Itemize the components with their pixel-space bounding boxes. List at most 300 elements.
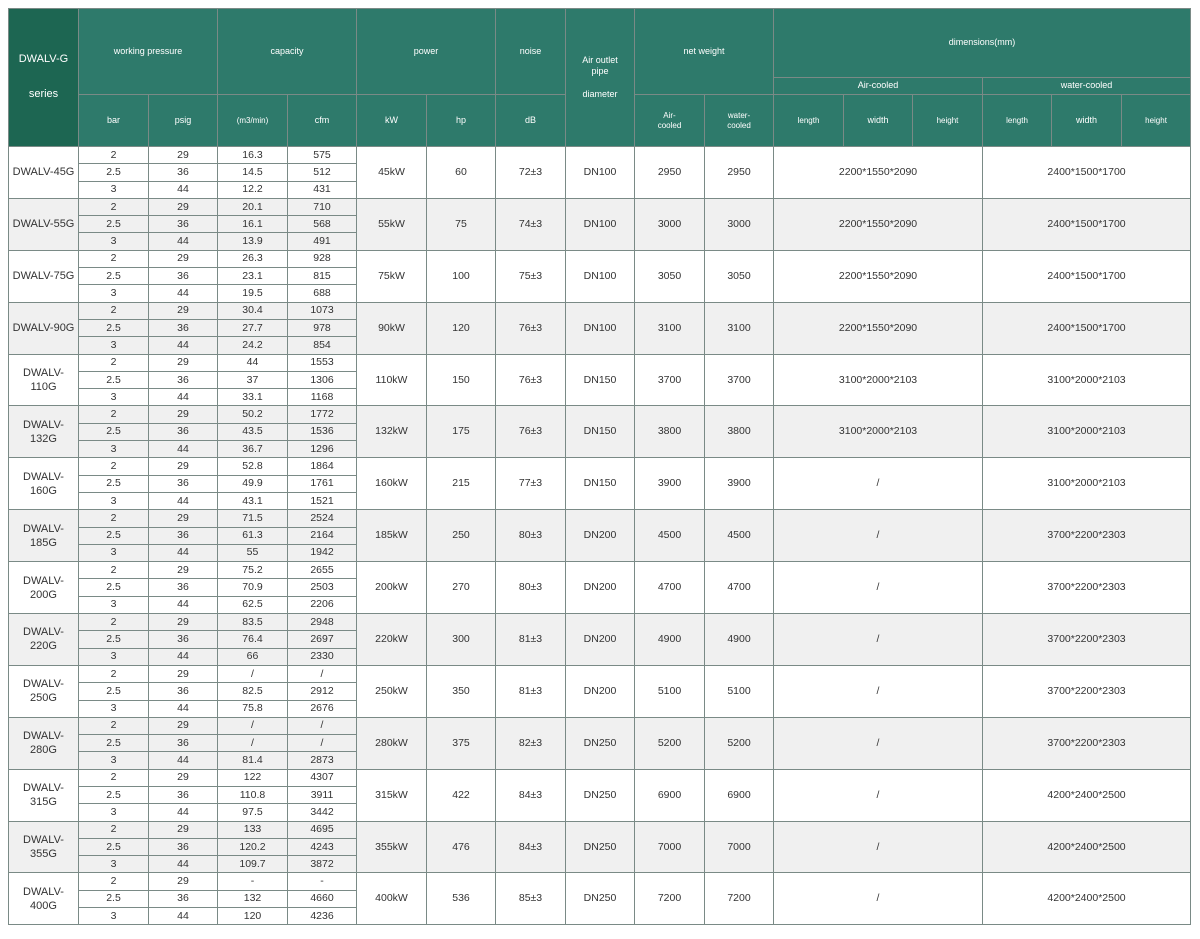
- weight-air-cooled-header: [635, 95, 705, 147]
- capacity-cfm-cell: 575: [288, 147, 357, 164]
- water-width-header: width: [1052, 95, 1122, 147]
- capacity-cfm-cell: 2912: [288, 683, 357, 700]
- dim-water-cell: 2400*1500*1700: [983, 250, 1191, 302]
- weight-water-label-1: water-: [727, 110, 751, 120]
- psig-cell: 36: [149, 527, 218, 544]
- dim-water-cell: 3700*2200*2303: [983, 717, 1191, 769]
- psig-cell: 44: [149, 337, 218, 354]
- power-hp-cell: 350: [427, 665, 496, 717]
- dim-air-cell: 2200*1550*2090: [774, 302, 983, 354]
- bar-cell: 2.5: [79, 579, 149, 596]
- psig-cell: 36: [149, 319, 218, 336]
- capacity-m3-cell: 133: [218, 821, 288, 838]
- model-name: DWALV- 132G: [9, 406, 79, 458]
- psig-cell: 29: [149, 510, 218, 527]
- bar-cell: 3: [79, 181, 149, 198]
- psig-cell: 44: [149, 908, 218, 925]
- bar-cell: 2: [79, 873, 149, 890]
- capacity-m3-cell: 61.3: [218, 527, 288, 544]
- table-row: [9, 665, 1200, 682]
- bar-cell: 2.5: [79, 735, 149, 752]
- capacity-m3-cell: 71.5: [218, 510, 288, 527]
- capacity-header: capacity: [218, 9, 357, 95]
- air-width-header: width: [844, 95, 913, 147]
- capacity-cfm-cell: 2164: [288, 527, 357, 544]
- psig-cell: 44: [149, 596, 218, 613]
- table-row: [9, 354, 1200, 371]
- capacity-m3-cell: 23.1: [218, 268, 288, 285]
- power-hp-cell: 270: [427, 562, 496, 614]
- model-name: DWALV- 400G: [9, 873, 79, 925]
- weight-water-cell: 6900: [705, 769, 774, 821]
- capacity-m3-cell: 62.5: [218, 596, 288, 613]
- psig-cell: 44: [149, 752, 218, 769]
- power-hp-cell: 75: [427, 198, 496, 250]
- outlet-label-1: Air outlet: [582, 55, 618, 65]
- model-name: DWALV- 315G: [9, 769, 79, 821]
- capacity-m3-cell: 43.5: [218, 423, 288, 440]
- bar-cell: 2: [79, 510, 149, 527]
- outlet-cell: DN200: [566, 665, 635, 717]
- cfm-header: cfm: [288, 95, 357, 147]
- bar-cell: 3: [79, 908, 149, 925]
- outlet-label-3: diameter: [582, 88, 618, 99]
- noise-cell: 80±3: [496, 510, 566, 562]
- psig-cell: 29: [149, 562, 218, 579]
- weight-air-cell: 7000: [635, 821, 705, 873]
- capacity-cfm-cell: 4695: [288, 821, 357, 838]
- air-height-header: height: [913, 95, 983, 147]
- capacity-cfm-cell: 2676: [288, 700, 357, 717]
- capacity-cfm-cell: /: [288, 735, 357, 752]
- capacity-cfm-cell: 2503: [288, 579, 357, 596]
- weight-water-cell: 3000: [705, 198, 774, 250]
- power-kw-cell: 400kW: [357, 873, 427, 925]
- outlet-cell: DN200: [566, 614, 635, 666]
- capacity-cfm-cell: 1761: [288, 475, 357, 492]
- power-kw-cell: 280kW: [357, 717, 427, 769]
- psig-cell: 29: [149, 354, 218, 371]
- dim-water-cell: 2400*1500*1700: [983, 147, 1191, 199]
- bar-cell: 2.5: [79, 838, 149, 855]
- dim-water-cell: 4200*2400*2500: [983, 769, 1191, 821]
- bar-cell: 2: [79, 147, 149, 164]
- power-hp-cell: 175: [427, 406, 496, 458]
- weight-water-cell: 3100: [705, 302, 774, 354]
- weight-air-cell: 4500: [635, 510, 705, 562]
- bar-cell: 2: [79, 821, 149, 838]
- air-length-header: length: [774, 95, 844, 147]
- power-kw-cell: 90kW: [357, 302, 427, 354]
- capacity-cfm-cell: 3911: [288, 786, 357, 803]
- weight-air-cell: 6900: [635, 769, 705, 821]
- bar-cell: 2: [79, 717, 149, 734]
- capacity-cfm-cell: 2697: [288, 631, 357, 648]
- outlet-cell: DN200: [566, 562, 635, 614]
- psig-cell: 29: [149, 406, 218, 423]
- power-hp-cell: 476: [427, 821, 496, 873]
- capacity-cfm-cell: 928: [288, 250, 357, 267]
- power-header: power: [357, 9, 496, 95]
- capacity-cfm-cell: 431: [288, 181, 357, 198]
- psig-cell: 44: [149, 233, 218, 250]
- capacity-m3-cell: 109.7: [218, 856, 288, 873]
- psig-cell: 36: [149, 475, 218, 492]
- bar-cell: 2: [79, 769, 149, 786]
- noise-header: noise: [496, 9, 566, 95]
- dim-water-cell: 4200*2400*2500: [983, 821, 1191, 873]
- capacity-m3-cell: 122: [218, 769, 288, 786]
- capacity-cfm-cell: 491: [288, 233, 357, 250]
- capacity-m3-cell: 43.1: [218, 492, 288, 509]
- outlet-cell: DN100: [566, 250, 635, 302]
- weight-air-cell: 3800: [635, 406, 705, 458]
- weight-air-cell: 3000: [635, 198, 705, 250]
- power-kw-cell: 220kW: [357, 614, 427, 666]
- capacity-cfm-cell: 4236: [288, 908, 357, 925]
- power-hp-cell: 250: [427, 510, 496, 562]
- capacity-m3-cell: 82.5: [218, 683, 288, 700]
- capacity-cfm-cell: 710: [288, 198, 357, 215]
- dim-water-cell: 3700*2200*2303: [983, 510, 1191, 562]
- psig-cell: 36: [149, 423, 218, 440]
- psig-cell: 36: [149, 268, 218, 285]
- capacity-m3-cell: 19.5: [218, 285, 288, 302]
- psig-cell: 29: [149, 821, 218, 838]
- weight-water-cooled-header: [705, 95, 774, 147]
- model-name: DWALV-55G: [9, 198, 79, 250]
- capacity-cfm-cell: 4660: [288, 890, 357, 907]
- psig-cell: 44: [149, 856, 218, 873]
- weight-air-cell: 3900: [635, 458, 705, 510]
- psig-cell: 29: [149, 302, 218, 319]
- noise-cell: 77±3: [496, 458, 566, 510]
- power-kw-cell: 45kW: [357, 147, 427, 199]
- psig-cell: 44: [149, 441, 218, 458]
- dim-air-cell: 3100*2000*2103: [774, 406, 983, 458]
- bar-cell: 3: [79, 285, 149, 302]
- weight-water-cell: 4900: [705, 614, 774, 666]
- table-row: [9, 302, 1200, 319]
- capacity-cfm-cell: 1168: [288, 389, 357, 406]
- bar-cell: 2.5: [79, 319, 149, 336]
- bar-cell: 2.5: [79, 164, 149, 181]
- model-name: DWALV- 280G: [9, 717, 79, 769]
- capacity-m3-cell: 70.9: [218, 579, 288, 596]
- weight-air-cell: 4700: [635, 562, 705, 614]
- capacity-m3-cell: 66: [218, 648, 288, 665]
- noise-cell: 75±3: [496, 250, 566, 302]
- noise-cell: 84±3: [496, 821, 566, 873]
- bar-cell: 3: [79, 596, 149, 613]
- dim-air-cell: 2200*1550*2090: [774, 198, 983, 250]
- power-kw-cell: 250kW: [357, 665, 427, 717]
- outlet-cell: DN150: [566, 406, 635, 458]
- capacity-m3-cell: 44: [218, 354, 288, 371]
- power-hp-cell: 300: [427, 614, 496, 666]
- noise-cell: 84±3: [496, 769, 566, 821]
- psig-cell: 44: [149, 181, 218, 198]
- bar-cell: 2: [79, 406, 149, 423]
- weight-water-cell: 2950: [705, 147, 774, 199]
- weight-air-cell: 3050: [635, 250, 705, 302]
- capacity-cfm-cell: 2206: [288, 596, 357, 613]
- power-hp-cell: 150: [427, 354, 496, 406]
- capacity-cfm-cell: 2873: [288, 752, 357, 769]
- weight-water-cell: 7200: [705, 873, 774, 925]
- power-kw-cell: 200kW: [357, 562, 427, 614]
- weight-air-cell: 3700: [635, 354, 705, 406]
- capacity-cfm-cell: 4243: [288, 838, 357, 855]
- bar-cell: 2: [79, 614, 149, 631]
- capacity-m3-cell: 26.3: [218, 250, 288, 267]
- capacity-cfm-cell: 2948: [288, 614, 357, 631]
- db-header: dB: [496, 95, 566, 147]
- bar-cell: 3: [79, 752, 149, 769]
- outlet-cell: DN100: [566, 198, 635, 250]
- capacity-m3-cell: -: [218, 873, 288, 890]
- table-row: [9, 769, 1200, 786]
- outlet-cell: DN100: [566, 147, 635, 199]
- dim-air-cell: /: [774, 769, 983, 821]
- capacity-cfm-cell: 688: [288, 285, 357, 302]
- table-row: [9, 458, 1200, 475]
- weight-water-cell: 3900: [705, 458, 774, 510]
- bar-cell: 2.5: [79, 423, 149, 440]
- table-row: [9, 147, 1200, 164]
- bar-cell: 2.5: [79, 890, 149, 907]
- outlet-cell: DN150: [566, 354, 635, 406]
- capacity-cfm-cell: 978: [288, 319, 357, 336]
- capacity-m3-cell: 16.3: [218, 147, 288, 164]
- capacity-m3-cell: /: [218, 717, 288, 734]
- capacity-m3-cell: 24.2: [218, 337, 288, 354]
- table-row: [9, 821, 1200, 838]
- bar-cell: 2.5: [79, 475, 149, 492]
- weight-water-cell: 5100: [705, 665, 774, 717]
- capacity-m3-cell: 75.2: [218, 562, 288, 579]
- outlet-cell: DN250: [566, 821, 635, 873]
- power-hp-cell: 100: [427, 250, 496, 302]
- dim-water-cell: 3100*2000*2103: [983, 458, 1191, 510]
- capacity-cfm-cell: 854: [288, 337, 357, 354]
- bar-cell: 2.5: [79, 268, 149, 285]
- noise-cell: 74±3: [496, 198, 566, 250]
- outlet-label-2: pipe: [591, 66, 609, 77]
- capacity-cfm-cell: 3442: [288, 804, 357, 821]
- dim-air-cell: 2200*1550*2090: [774, 147, 983, 199]
- capacity-m3-cell: 14.5: [218, 164, 288, 181]
- spec-table: [8, 8, 1200, 925]
- psig-cell: 29: [149, 614, 218, 631]
- psig-cell: 36: [149, 164, 218, 181]
- dim-water-cell: 3700*2200*2303: [983, 665, 1191, 717]
- capacity-cfm-cell: 1521: [288, 492, 357, 509]
- power-kw-cell: 75kW: [357, 250, 427, 302]
- psig-cell: 36: [149, 216, 218, 233]
- bar-cell: 3: [79, 389, 149, 406]
- weight-air-cell: 7200: [635, 873, 705, 925]
- weight-water-cell: 7000: [705, 821, 774, 873]
- power-hp-cell: 120: [427, 302, 496, 354]
- capacity-cfm-cell: -: [288, 873, 357, 890]
- capacity-m3-cell: /: [218, 735, 288, 752]
- bar-cell: 2: [79, 250, 149, 267]
- capacity-m3-cell: /: [218, 665, 288, 682]
- capacity-m3-cell: 13.9: [218, 233, 288, 250]
- psig-cell: 36: [149, 890, 218, 907]
- table-row: [9, 562, 1200, 579]
- power-kw-cell: 110kW: [357, 354, 427, 406]
- capacity-m3-cell: 16.1: [218, 216, 288, 233]
- water-cooled-header: water-cooled: [983, 78, 1191, 95]
- psig-cell: 36: [149, 683, 218, 700]
- dim-air-cell: /: [774, 717, 983, 769]
- table-row: [9, 873, 1200, 890]
- outlet-cell: DN200: [566, 510, 635, 562]
- noise-cell: 72±3: [496, 147, 566, 199]
- weight-water-cell: 3050: [705, 250, 774, 302]
- capacity-m3-cell: 49.9: [218, 475, 288, 492]
- noise-cell: 76±3: [496, 302, 566, 354]
- capacity-cfm-cell: 1296: [288, 441, 357, 458]
- dim-water-cell: 3700*2200*2303: [983, 614, 1191, 666]
- capacity-cfm-cell: 1536: [288, 423, 357, 440]
- dimensions-header: dimensions(mm): [774, 9, 1191, 78]
- m3min-header: (m3/min): [218, 95, 288, 147]
- model-name: DWALV-45G: [9, 147, 79, 199]
- psig-cell: 29: [149, 147, 218, 164]
- capacity-cfm-cell: 512: [288, 164, 357, 181]
- water-height-header: height: [1122, 95, 1191, 147]
- bar-cell: 2: [79, 562, 149, 579]
- weight-air-label-2: cooled: [657, 120, 682, 130]
- model-name: DWALV- 355G: [9, 821, 79, 873]
- model-name: DWALV- 110G: [9, 354, 79, 406]
- psig-cell: 44: [149, 544, 218, 561]
- series-header: [9, 9, 79, 147]
- capacity-cfm-cell: 3872: [288, 856, 357, 873]
- dim-water-cell: 2400*1500*1700: [983, 302, 1191, 354]
- bar-cell: 3: [79, 233, 149, 250]
- weight-water-cell: 4700: [705, 562, 774, 614]
- capacity-m3-cell: 120.2: [218, 838, 288, 855]
- capacity-m3-cell: 110.8: [218, 786, 288, 803]
- bar-cell: 2: [79, 458, 149, 475]
- bar-cell: 2: [79, 665, 149, 682]
- dim-water-cell: 3700*2200*2303: [983, 562, 1191, 614]
- bar-cell: 2: [79, 354, 149, 371]
- outlet-cell: DN250: [566, 717, 635, 769]
- weight-water-cell: 5200: [705, 717, 774, 769]
- bar-cell: 2.5: [79, 786, 149, 803]
- bar-cell: 3: [79, 544, 149, 561]
- capacity-m3-cell: 27.7: [218, 319, 288, 336]
- bar-cell: 3: [79, 337, 149, 354]
- outlet-cell: DN100: [566, 302, 635, 354]
- weight-air-label-1: Air-: [663, 110, 676, 120]
- outlet-diameter-header: [566, 9, 635, 147]
- table-row: [9, 510, 1200, 527]
- table-row: [9, 198, 1200, 215]
- psig-cell: 29: [149, 665, 218, 682]
- power-kw-cell: 355kW: [357, 821, 427, 873]
- noise-cell: 82±3: [496, 717, 566, 769]
- noise-cell: 76±3: [496, 354, 566, 406]
- bar-cell: 3: [79, 856, 149, 873]
- capacity-cfm-cell: 1772: [288, 406, 357, 423]
- bar-cell: 3: [79, 804, 149, 821]
- dim-water-cell: 3100*2000*2103: [983, 406, 1191, 458]
- weight-water-cell: 3800: [705, 406, 774, 458]
- power-kw-cell: 55kW: [357, 198, 427, 250]
- weight-air-cell: 3100: [635, 302, 705, 354]
- capacity-cfm-cell: 1073: [288, 302, 357, 319]
- dim-air-cell: /: [774, 821, 983, 873]
- power-kw-cell: 185kW: [357, 510, 427, 562]
- weight-water-cell: 3700: [705, 354, 774, 406]
- weight-air-cell: 5100: [635, 665, 705, 717]
- weight-air-cell: 5200: [635, 717, 705, 769]
- bar-cell: 2: [79, 198, 149, 215]
- capacity-m3-cell: 76.4: [218, 631, 288, 648]
- psig-cell: 29: [149, 458, 218, 475]
- capacity-cfm-cell: /: [288, 665, 357, 682]
- model-name: DWALV- 185G: [9, 510, 79, 562]
- bar-cell: 2.5: [79, 631, 149, 648]
- model-name: DWALV-75G: [9, 250, 79, 302]
- power-kw-cell: 160kW: [357, 458, 427, 510]
- psig-cell: 29: [149, 198, 218, 215]
- weight-air-cell: 4900: [635, 614, 705, 666]
- capacity-m3-cell: 81.4: [218, 752, 288, 769]
- bar-cell: 2.5: [79, 527, 149, 544]
- psig-cell: 29: [149, 250, 218, 267]
- capacity-cfm-cell: 1553: [288, 354, 357, 371]
- noise-cell: 81±3: [496, 614, 566, 666]
- table-row: [9, 250, 1200, 267]
- psig-cell: 36: [149, 735, 218, 752]
- capacity-m3-cell: 37: [218, 371, 288, 388]
- water-length-header: length: [983, 95, 1052, 147]
- power-hp-cell: 422: [427, 769, 496, 821]
- table-body: [9, 147, 1200, 925]
- model-name: DWALV-90G: [9, 302, 79, 354]
- noise-cell: 85±3: [496, 873, 566, 925]
- capacity-m3-cell: 33.1: [218, 389, 288, 406]
- capacity-m3-cell: 30.4: [218, 302, 288, 319]
- series-title: DWALV-G: [18, 53, 69, 66]
- capacity-m3-cell: 132: [218, 890, 288, 907]
- psig-cell: 44: [149, 804, 218, 821]
- dim-water-cell: 3100*2000*2103: [983, 354, 1191, 406]
- outlet-cell: DN250: [566, 873, 635, 925]
- capacity-m3-cell: 12.2: [218, 181, 288, 198]
- power-hp-cell: 375: [427, 717, 496, 769]
- bar-cell: 3: [79, 492, 149, 509]
- psig-cell: 29: [149, 873, 218, 890]
- dim-air-cell: /: [774, 458, 983, 510]
- power-hp-cell: 536: [427, 873, 496, 925]
- series-subtitle: series: [28, 88, 59, 101]
- psig-cell: 36: [149, 786, 218, 803]
- capacity-m3-cell: 97.5: [218, 804, 288, 821]
- capacity-cfm-cell: 1306: [288, 371, 357, 388]
- table-row: [9, 406, 1200, 423]
- dim-air-cell: /: [774, 562, 983, 614]
- power-hp-cell: 60: [427, 147, 496, 199]
- bar-cell: 3: [79, 648, 149, 665]
